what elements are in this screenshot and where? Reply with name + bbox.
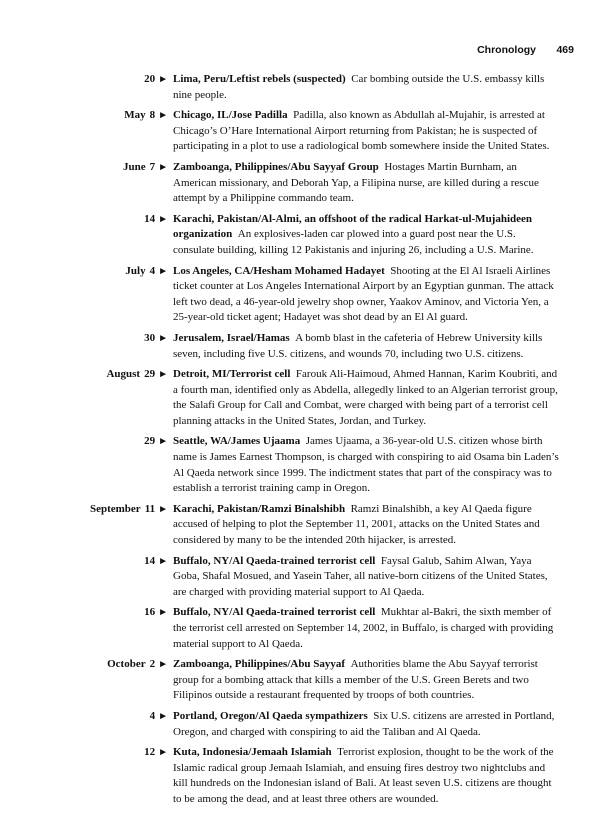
entry-body xyxy=(173,72,559,103)
chronology-entry xyxy=(0,72,614,103)
arrow-icon: ► xyxy=(158,436,168,448)
entry-day: 16 xyxy=(144,606,156,619)
arrow-icon: ► xyxy=(158,747,168,759)
entry-heading: Buffalo, NY/Al Qaeda-trained terrorist cell xyxy=(173,606,376,619)
entry-body xyxy=(173,709,559,740)
running-header xyxy=(0,44,614,62)
chronology-entry xyxy=(0,331,614,362)
arrow-icon: ► xyxy=(158,555,168,567)
entry-date xyxy=(0,434,168,450)
chronology-entry xyxy=(0,605,614,652)
entry-date xyxy=(0,554,168,570)
entry-text: An explosives-laden car plowed into a guard post near the U.S. consulate building, killing 12 Pakistanis and injuring 26, including a U.S. Marine. xyxy=(173,228,534,256)
chronology-entry xyxy=(0,367,614,429)
entry-month: June xyxy=(122,160,146,173)
entry-date xyxy=(0,367,168,383)
entry-heading: Lima, Peru/Leftist rebels (suspected) xyxy=(173,73,346,85)
entry-day: 14 xyxy=(144,554,156,567)
entry-month: August xyxy=(106,368,141,381)
entry-body xyxy=(173,554,559,601)
entry-body xyxy=(173,212,559,259)
entry-date xyxy=(0,72,168,88)
entry-date xyxy=(0,212,168,228)
entry-text: Padilla, also known as Abdullah al-Mujahir, is arrested at Chicago’s O’Hare International Airport returning from Pakistan; he is suspected of participating in a plot to use a radiological bomb somewhere inside the United States. xyxy=(173,109,550,153)
entry-month: July xyxy=(125,264,146,277)
entry-date xyxy=(0,502,168,518)
entry-body xyxy=(173,605,559,652)
chronology-entry xyxy=(0,554,614,601)
entry-day: 20 xyxy=(144,73,156,85)
entry-date xyxy=(0,657,168,673)
entry-month: May xyxy=(124,109,146,122)
chronology-entry xyxy=(0,745,614,807)
arrow-icon: ► xyxy=(158,503,168,515)
arrow-icon: ► xyxy=(158,161,168,173)
entry-date xyxy=(0,160,168,176)
entry-day: 29 xyxy=(144,368,156,381)
arrow-icon: ► xyxy=(158,710,168,722)
arrow-icon: ► xyxy=(158,74,168,85)
chronology-entry xyxy=(0,108,614,155)
entry-text: Terrorist explosion, thought to be the work of the Islamic radical group Jemaah Islamiah, and ensuing fires destroy two nightclubs and kill hundreds on the Indonesian island of Bali. At least seven U.S. citizens are thought to be among the dead, and at least three others are wounded. xyxy=(173,746,554,805)
entry-body xyxy=(173,434,559,496)
entry-text: Ramzi Binalshibh, a key Al Qaeda figure accused of helping to plot the September 11, 2001, attacks on the United States and considered by many to be the intended 20th hijacker, is arrested. xyxy=(173,502,540,547)
entry-text: Shooting at the El Al Israeli Airlines ticket counter at Los Angeles International Airport by an Egyptian gunman. The attack left two dead, a 46-year-old jewelry shop owner, Yaakov Aminov, and Victoria Yen, a 25-year-old ticket agent; Hadayet was shot dead by an El Al guard. xyxy=(173,264,554,324)
entry-body xyxy=(173,367,559,429)
entry-text: Authorities blame the Abu Sayyaf terrorist group for a bombing attack that kills a member of the U.S. Green Berets and two Filipinos outside a restaurant frequented by troops of both countries. xyxy=(173,658,538,702)
entry-day: 30 xyxy=(144,331,156,344)
entry-body xyxy=(173,264,559,326)
arrow-icon: ► xyxy=(158,369,168,381)
entry-date xyxy=(0,331,168,347)
entry-date xyxy=(0,108,168,124)
entry-day: 11 xyxy=(144,502,156,515)
entry-heading: Kuta, Indonesia/Jemaah Islamiah xyxy=(173,746,332,759)
entry-body xyxy=(173,745,559,807)
entry-heading: Zamboanga, Philippines/Abu Sayyaf xyxy=(173,658,346,671)
entry-date xyxy=(0,605,168,621)
entry-text: Mukhtar al-Bakri, the sixth member of the terrorist cell arrested on September 14, 2002, in Buffalo, is charged with providing material support to Al Qaeda. xyxy=(173,606,554,650)
entry-day: 12 xyxy=(144,746,156,759)
chronology-entry xyxy=(0,502,614,549)
entry-heading: Jerusalem, Israel/Hamas xyxy=(173,331,290,344)
arrow-icon: ► xyxy=(158,110,168,122)
entry-heading: Chicago, IL/Jose Padilla xyxy=(173,109,288,122)
entry-text: Farouk Ali-Haimoud, Ahmed Hannan, Karim Koubriti, and a fourth man, identified only as Abdella, allegedly linked to an Algerian terrorist group, the Salafi Group for Call and Combat, were charged with being part of a terrorist cell planning attacks in the United States, Jordan, and Turkey. xyxy=(173,368,558,427)
entry-day: 8 xyxy=(149,109,156,122)
entry-day: 7 xyxy=(149,160,156,173)
page-number: 469 xyxy=(556,44,574,56)
entry-text: Six U.S. citizens are arrested in Portland, Oregon, and charged with conspiring to aid the Taliban and Al Qaeda. xyxy=(173,709,555,738)
entry-text: A bomb blast in the cafeteria of Hebrew University kills seven, including five U.S. citizens, and wounds 70, including two U.S. citizens. xyxy=(173,331,543,360)
entry-heading: Los Angeles, CA/Hesham Mohamed Hadayet xyxy=(173,264,385,277)
chronology-entry xyxy=(0,212,614,259)
entry-heading: Buffalo, NY/Al Qaeda-trained terrorist cell xyxy=(173,554,376,567)
entry-day: 14 xyxy=(144,212,156,225)
entry-month: September xyxy=(89,502,141,515)
section-title: Chronology xyxy=(477,44,536,56)
entry-month: October xyxy=(107,658,146,671)
entry-day: 4 xyxy=(149,709,156,722)
entry-date xyxy=(0,745,168,761)
arrow-icon: ► xyxy=(158,659,168,671)
arrow-icon: ► xyxy=(158,607,168,619)
entry-heading: Zamboanga, Philippines/Abu Sayyaf Group xyxy=(173,160,379,173)
arrow-icon: ► xyxy=(158,332,168,344)
entry-heading: Detroit, MI/Terrorist cell xyxy=(173,368,291,381)
entry-date xyxy=(0,709,168,725)
entry-body xyxy=(173,502,559,549)
entry-day: 2 xyxy=(149,658,156,671)
entry-text: Car bombing outside the U.S. embassy kills nine people. xyxy=(173,73,545,101)
entry-text: James Ujaama, a 36-year-old U.S. citizen whose birth name is James Earnest Thompson, is charged with conspiring to aid Osama bin Laden’s Al Qaeda network since 1999. The indictment states that part of the conspiracy was to establish a terrorist training camp in Oregon. xyxy=(173,435,559,495)
chronology-entry xyxy=(0,434,614,496)
entry-text: Hostages Martin Burnham, an American missionary, and Deborah Yap, a Filipina nurse, are killed during a rescue attempt by a Philippine commando team. xyxy=(173,160,539,205)
chronology-entry xyxy=(0,264,614,326)
chronology-entry xyxy=(0,709,614,740)
chronology-entry xyxy=(0,160,614,207)
entry-heading: Portland, Oregon/Al Qaeda sympathizers xyxy=(173,709,368,722)
entry-body xyxy=(173,657,559,704)
entry-body xyxy=(173,108,559,155)
entry-text: Faysal Galub, Sahim Alwan, Yaya Goba, Shafal Mosued, and Yasein Taher, all native-born citizens of the United States, are charged with providing material support to Al Qaeda. xyxy=(173,554,548,598)
entry-body xyxy=(173,331,559,362)
chronology-entry xyxy=(0,657,614,704)
arrow-icon: ► xyxy=(158,213,168,225)
entry-heading: Karachi, Pakistan/Ramzi Binalshibh xyxy=(173,502,346,515)
chronology-list xyxy=(0,72,614,813)
entry-date xyxy=(0,264,168,280)
entry-heading: Seattle, WA/James Ujaama xyxy=(173,435,301,448)
entry-body xyxy=(173,160,559,207)
entry-heading: Karachi, Pakistan/Al-Almi, an offshoot of the radical Harkat-ul-Mujahideen organization xyxy=(173,212,533,241)
entry-day: 4 xyxy=(149,264,156,277)
entry-day: 29 xyxy=(144,435,156,448)
arrow-icon: ► xyxy=(158,265,168,277)
